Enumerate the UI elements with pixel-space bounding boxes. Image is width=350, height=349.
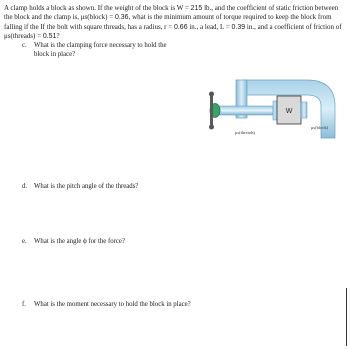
problem-statement [4,4,346,41]
mu-threads-label: μs(threads) [235,130,256,135]
question-c [22,42,172,59]
t-handle [210,94,213,127]
question-f [22,301,282,310]
problem-text: in., and a coefficient of friction of [245,22,342,31]
mu-threads-value: 0.51 [42,32,57,40]
mu-block-label: μs(block) [311,125,329,130]
weight-value: 215 [190,5,203,12]
page-edge-divider [346,288,347,346]
question-label: c. [22,42,27,49]
problem-text: , what is the minimum amount of torque required to keep the block from falling if the If the bolt with square threads, has a radius, r = [4,13,332,31]
lead-value: 0.39 [231,23,246,31]
question-text: What is the moment necessary to hold the block in place? [34,301,191,308]
clamp-figure [195,68,348,168]
problem-text: A clamp holds a block as shown. If the weight of the block is W = [4,4,191,12]
radius-value: 0.66 [173,23,188,31]
screw-shaft [217,106,273,115]
mu-threads-symbol: μs(threads) [4,31,36,40]
right-jaw-pad [301,102,307,118]
problem-text: lb., and the coefficient of static friction between the block and the clamp is, [4,4,339,22]
question-d [22,183,242,192]
clamp-diagram [195,68,348,168]
question-label: d. [22,183,28,190]
problem-text: = [107,13,115,22]
t-handle-end [209,92,214,97]
mu-block-symbol: μs(block) [80,13,108,22]
swivel-pad [273,101,277,120]
question-label: e. [22,238,27,245]
t-handle-end [209,125,214,130]
block-weight-label: W [285,108,293,115]
question-e [22,238,242,247]
question-text: What is the angle ϕ for the force? [34,238,125,245]
question-text: What is the pitch angle of the threads? [34,183,139,190]
problem-text: = [35,31,43,40]
problem-text: ? [56,31,60,40]
question-text: What is the clamping force necessary to hold the block in place? [34,42,167,58]
mu-block-value: 0.36 [114,14,129,22]
question-label: f. [22,301,26,308]
problem-text: in., a lead, L = [187,22,232,31]
